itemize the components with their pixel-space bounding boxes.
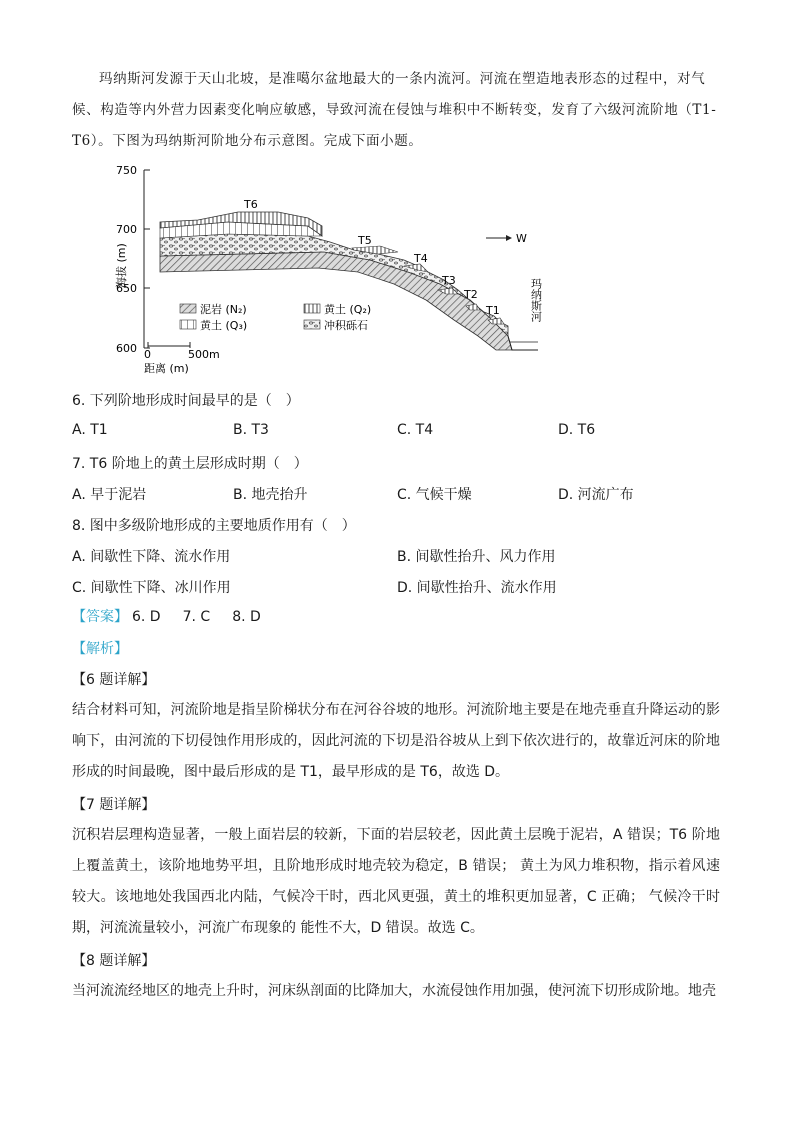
y-axis-label: 海拔 (m): [115, 243, 128, 288]
q8-option-d: D. 间歇性抬升、流水作用: [397, 580, 557, 596]
answer-8: 8. D: [232, 609, 261, 625]
analysis-label: 【解析】: [72, 641, 128, 657]
detail-6-text: 结合材料可知，河流阶地是指呈阶梯状分布在河谷谷坡的地形。河流阶地主要是在地壳垂直升降运动的影响下，由河流的下切侵蚀作用形成的，因此河流的下切是沿谷坡从上到下依次进行的，故靠近河床的阶地形成的时间最晚，图中最后形成的是 T1，最早形成的是 T6，故选 D。: [72, 702, 720, 780]
q8-option-b: B. 间歇性抬升、风力作用: [397, 549, 556, 565]
detail-6-label: 【6 题详解】: [72, 672, 156, 688]
x-tick-label: 0: [144, 348, 151, 361]
y-tick-label: 700: [116, 223, 137, 236]
legend-swatch-loess-q3: [180, 320, 196, 329]
legend-swatch-loess-q2: [304, 304, 320, 313]
q7-option-c: C. 气候干燥: [397, 487, 472, 503]
river-channel: [508, 336, 538, 350]
question-8-stem: 8. 图中多级阶地形成的主要地质作用有（ ）: [72, 518, 356, 534]
detail-8-label: 【8 题详解】: [72, 953, 156, 969]
legend-gravel: 冲积砾石: [324, 319, 368, 332]
terrace-label-t5: T5: [358, 234, 372, 247]
q7-option-b: B. 地壳抬升: [233, 487, 308, 503]
terrace-label-t4: T4: [414, 252, 428, 265]
x-axis-label: 距离 (m): [144, 362, 189, 375]
terrace-label-t3: T3: [442, 274, 456, 287]
legend-mudstone: 泥岩 (N₂): [200, 303, 247, 316]
mudstone-layer: [160, 252, 512, 350]
detail-7-text: 沉积岩层理构造显著，一般上面岩层的较新，下面的岩层较老，因此黄土层晚于泥岩，A 错误；T6 阶地上覆盖黄土，该阶地地势平坦，且阶地形成时地壳较为稳定，B 错误； 黄土为风力堆积物，指示着风速较大。该地地处我国西北内陆，气候冷干时，西北风更强，黄土的堆积更加显著，C 正确； 气候冷干时期，河流流量较小，河流广布现象的 能性不大，D 错误。故选 C。: [72, 827, 720, 936]
terrace-profile-svg: [108, 160, 548, 380]
question-7-stem: 7. T6 阶地上的黄土层形成时期（ ）: [72, 456, 308, 472]
q7-option-a: A. 早于泥岩: [72, 487, 147, 503]
q6-option-d: D. T6: [558, 422, 596, 438]
q6-option-b: B. T3: [233, 422, 269, 438]
answer-line: [72, 606, 261, 626]
answer-6: 6. D: [132, 609, 161, 625]
question-6-stem: 6. 下列阶地形成时间最早的是（ ）: [72, 393, 300, 409]
y-tick-label: 650: [116, 282, 137, 295]
y-tick-label: 750: [116, 164, 137, 177]
legend-swatch-gravel: [304, 320, 320, 329]
y-tick-label: 600: [116, 342, 137, 355]
river-name: 玛纳斯河: [529, 278, 543, 322]
answer-tag: 【答案】: [72, 609, 128, 625]
legend-loess-q2: 黄土 (Q₂): [324, 303, 372, 316]
direction-label: W: [516, 232, 527, 245]
q8-option-c: C. 间歇性下降、冰川作用: [72, 580, 231, 596]
legend-swatch-mudstone: [180, 304, 196, 313]
x-tick-label: 500m: [188, 348, 220, 361]
q6-option-c: C. T4: [397, 422, 434, 438]
intro-passage: [72, 64, 720, 157]
terrace-label-t6: T6: [244, 198, 258, 211]
legend-loess-q3: 黄土 (Q₃): [200, 319, 248, 332]
detail-8-text: 当河流流经地区的地壳上升时，河床纵剖面的比降加大，水流侵蚀作用加强，使河流下切形成阶地。地壳: [72, 983, 716, 999]
answer-7: 7. C: [182, 609, 211, 625]
terrace-label-t2: T2: [464, 288, 478, 301]
q8-option-a: A. 间歇性下降、流水作用: [72, 549, 231, 565]
terrace-label-t1: T1: [486, 304, 500, 317]
q7-option-d: D. 河流广布: [558, 487, 634, 503]
detail-7-label: 【7 题详解】: [72, 797, 156, 813]
intro-text: 玛纳斯河发源于天山北坡，是准噶尔盆地最大的一条内流河。河流在塑造地表形态的过程中，对气候、构造等内外营力因素变化响应敏感，导致河流在侵蚀与堆积中不断转变，发育了六级河流阶地（T1-T6）。下图为玛纳斯河阶地分布示意图。完成下面小题。: [72, 71, 717, 149]
q6-option-a: A. T1: [72, 422, 108, 438]
terrace-diagram: [108, 160, 548, 380]
